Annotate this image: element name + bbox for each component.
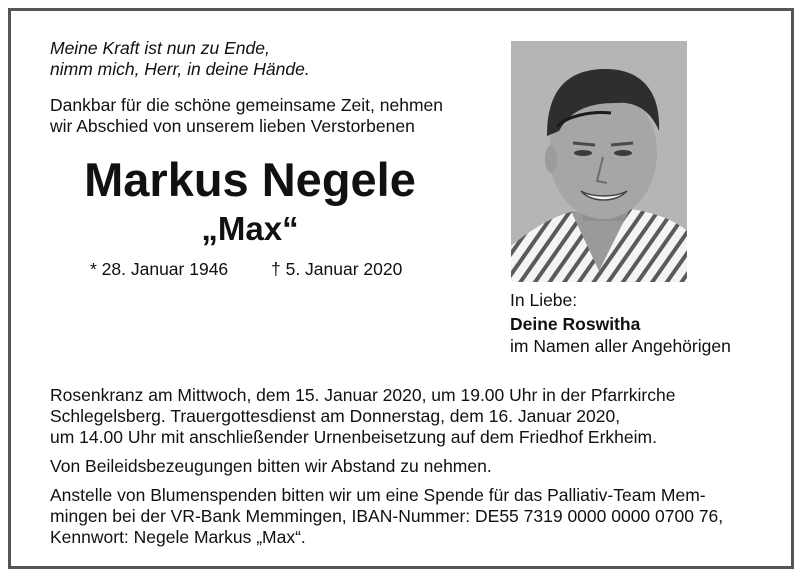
motto-line-2: nimm mich, Herr, in deine Hände. (50, 59, 310, 79)
donation-note (50, 485, 723, 548)
signer-name: Deine Roswitha (510, 314, 641, 334)
service-line-2: Schlegelsberg. Trauergottesdienst am Donnerstag, dem 16. Januar 2020, (50, 406, 621, 426)
condolences-line: Von Beileidsbezeugungen bitten wir Abstand zu nehmen. (50, 456, 492, 476)
portrait-photo (511, 41, 687, 282)
intro-text (50, 95, 443, 137)
signer-family: im Namen aller Angehörigen (510, 336, 731, 356)
service-line-1: Rosenkranz am Mittwoch, dem 15. Januar 2020, um 19.00 Uhr in der Pfarrkirche (50, 385, 676, 405)
birth-date: * 28. Januar 1946 (90, 259, 229, 279)
condolences-note (50, 456, 492, 477)
intro-line-1: Dankbar für die schöne gemeinsame Zeit, nehmen (50, 95, 443, 115)
donation-line-2: mingen bei der VR-Bank Memmingen, IBAN-Nummer: DE55 7319 0000 0000 0700 76, (50, 506, 724, 526)
closing-phrase: In Liebe: (510, 290, 578, 310)
death-date: † 5. Januar 2020 (271, 259, 403, 279)
deceased-nickname: „Max“ (201, 210, 299, 247)
service-details (50, 385, 675, 448)
service-line-3: um 14.00 Uhr mit anschließender Urnenbeisetzung auf dem Friedhof Erkheim. (50, 427, 657, 447)
donation-line-3: Kennwort: Negele Markus „Max“. (50, 527, 306, 547)
intro-line-2: wir Abschied von unserem lieben Verstorbenen (50, 116, 415, 136)
deceased-name: Markus Negele (84, 153, 416, 206)
motto-line-1: Meine Kraft ist nun zu Ende, (50, 38, 270, 58)
motto-verse (50, 38, 310, 80)
donation-line-1: Anstelle von Blumenspenden bitten wir um eine Spende für das Palliativ-Team Mem- (50, 485, 706, 505)
